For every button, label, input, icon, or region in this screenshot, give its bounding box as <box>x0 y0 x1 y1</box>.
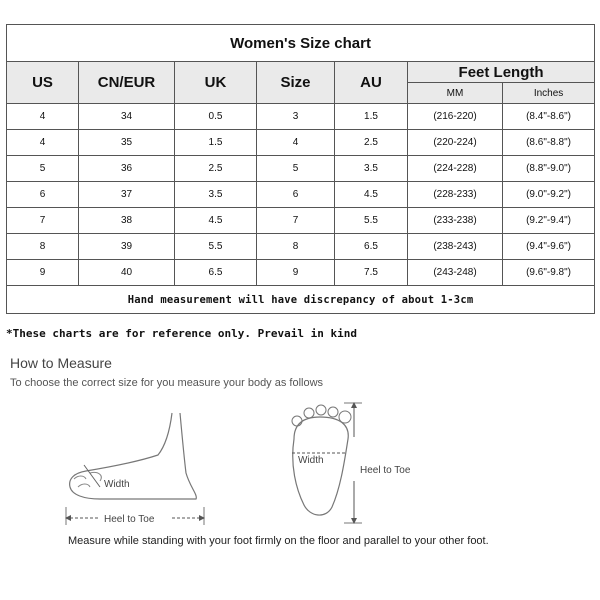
cell-cn-eur: 37 <box>79 182 175 208</box>
side-width-label: Width <box>104 479 130 490</box>
header-au: AU <box>335 62 408 104</box>
table-row <box>7 156 595 182</box>
cell-inches: (9.0"-9.2") <box>503 182 595 208</box>
side-foot-toes <box>74 472 101 487</box>
cell-inches: (9.2"-9.4") <box>503 208 595 234</box>
measurement-diagrams <box>0 395 600 535</box>
cell-us: 5 <box>7 156 79 182</box>
side-foot-outline <box>70 413 197 499</box>
cell-uk: 3.5 <box>175 182 257 208</box>
cell-us: 4 <box>7 104 79 130</box>
size-chart-table <box>6 24 595 314</box>
cell-uk: 5.5 <box>175 234 257 260</box>
cell-au: 1.5 <box>335 104 408 130</box>
chart-title: Women's Size chart <box>7 25 595 62</box>
cell-au: 3.5 <box>335 156 408 182</box>
cell-au: 7.5 <box>335 260 408 286</box>
cell-cn-eur: 38 <box>79 208 175 234</box>
table-row <box>7 182 595 208</box>
measure-instruction: Measure while standing with your foot firmly on the floor and parallel to your other foot. <box>68 535 489 547</box>
cell-mm: (233-238) <box>408 208 503 234</box>
header-us: US <box>7 62 79 104</box>
cell-size: 5 <box>257 156 335 182</box>
cell-cn-eur: 36 <box>79 156 175 182</box>
cell-mm: (243-248) <box>408 260 503 286</box>
cell-au: 5.5 <box>335 208 408 234</box>
cell-inches: (8.8"-9.0") <box>503 156 595 182</box>
how-to-measure-subtitle: To choose the correct size for you measure your body as follows <box>10 377 324 389</box>
table-row <box>7 208 595 234</box>
table-row <box>7 234 595 260</box>
cell-inches: (9.4"-9.6") <box>503 234 595 260</box>
cell-inches: (9.6"-9.8") <box>503 260 595 286</box>
side-length-label: Heel to Toe <box>104 514 155 525</box>
cell-mm: (228-233) <box>408 182 503 208</box>
toe-2 <box>304 408 314 418</box>
cell-us: 7 <box>7 208 79 234</box>
header-size: Size <box>257 62 335 104</box>
cell-uk: 2.5 <box>175 156 257 182</box>
header-cn-eur: CN/EUR <box>79 62 175 104</box>
cell-cn-eur: 40 <box>79 260 175 286</box>
cell-uk: 1.5 <box>175 130 257 156</box>
top-foot-diagram <box>292 403 411 523</box>
cell-size: 3 <box>257 104 335 130</box>
cell-inches: (8.4"-8.6") <box>503 104 595 130</box>
cell-cn-eur: 35 <box>79 130 175 156</box>
cell-us: 9 <box>7 260 79 286</box>
top-foot-outline <box>293 417 349 515</box>
top-width-label: Width <box>298 455 324 466</box>
disclaimer: *These charts are for reference only. Prevail in kind <box>6 327 357 340</box>
cell-size: 6 <box>257 182 335 208</box>
header-inches: Inches <box>503 83 595 104</box>
cell-us: 4 <box>7 130 79 156</box>
cell-mm: (216-220) <box>408 104 503 130</box>
cell-cn-eur: 39 <box>79 234 175 260</box>
cell-au: 2.5 <box>335 130 408 156</box>
cell-inches: (8.6"-8.8") <box>503 130 595 156</box>
cell-uk: 0.5 <box>175 104 257 130</box>
table-row <box>7 130 595 156</box>
header-mm: MM <box>408 83 503 104</box>
how-to-measure-title: How to Measure <box>10 355 112 371</box>
header-uk: UK <box>175 62 257 104</box>
cell-size: 4 <box>257 130 335 156</box>
cell-mm: (220-224) <box>408 130 503 156</box>
side-foot-diagram <box>66 413 204 525</box>
chart-body <box>7 104 595 286</box>
table-row <box>7 260 595 286</box>
cell-us: 6 <box>7 182 79 208</box>
header-feet-length: Feet Length <box>408 62 595 83</box>
cell-au: 4.5 <box>335 182 408 208</box>
cell-au: 6.5 <box>335 234 408 260</box>
cell-uk: 6.5 <box>175 260 257 286</box>
toe-4 <box>328 407 338 417</box>
table-row <box>7 104 595 130</box>
cell-mm: (238-243) <box>408 234 503 260</box>
measurement-note: Hand measurement will have discrepancy of about 1-3cm <box>7 286 595 314</box>
toe-5 <box>339 411 351 423</box>
cell-cn-eur: 34 <box>79 104 175 130</box>
toe-3 <box>316 405 326 415</box>
cell-mm: (224-228) <box>408 156 503 182</box>
cell-size: 7 <box>257 208 335 234</box>
cell-us: 8 <box>7 234 79 260</box>
toe-1 <box>292 416 302 426</box>
cell-size: 8 <box>257 234 335 260</box>
cell-size: 9 <box>257 260 335 286</box>
top-length-label: Heel to Toe <box>360 465 411 476</box>
cell-uk: 4.5 <box>175 208 257 234</box>
